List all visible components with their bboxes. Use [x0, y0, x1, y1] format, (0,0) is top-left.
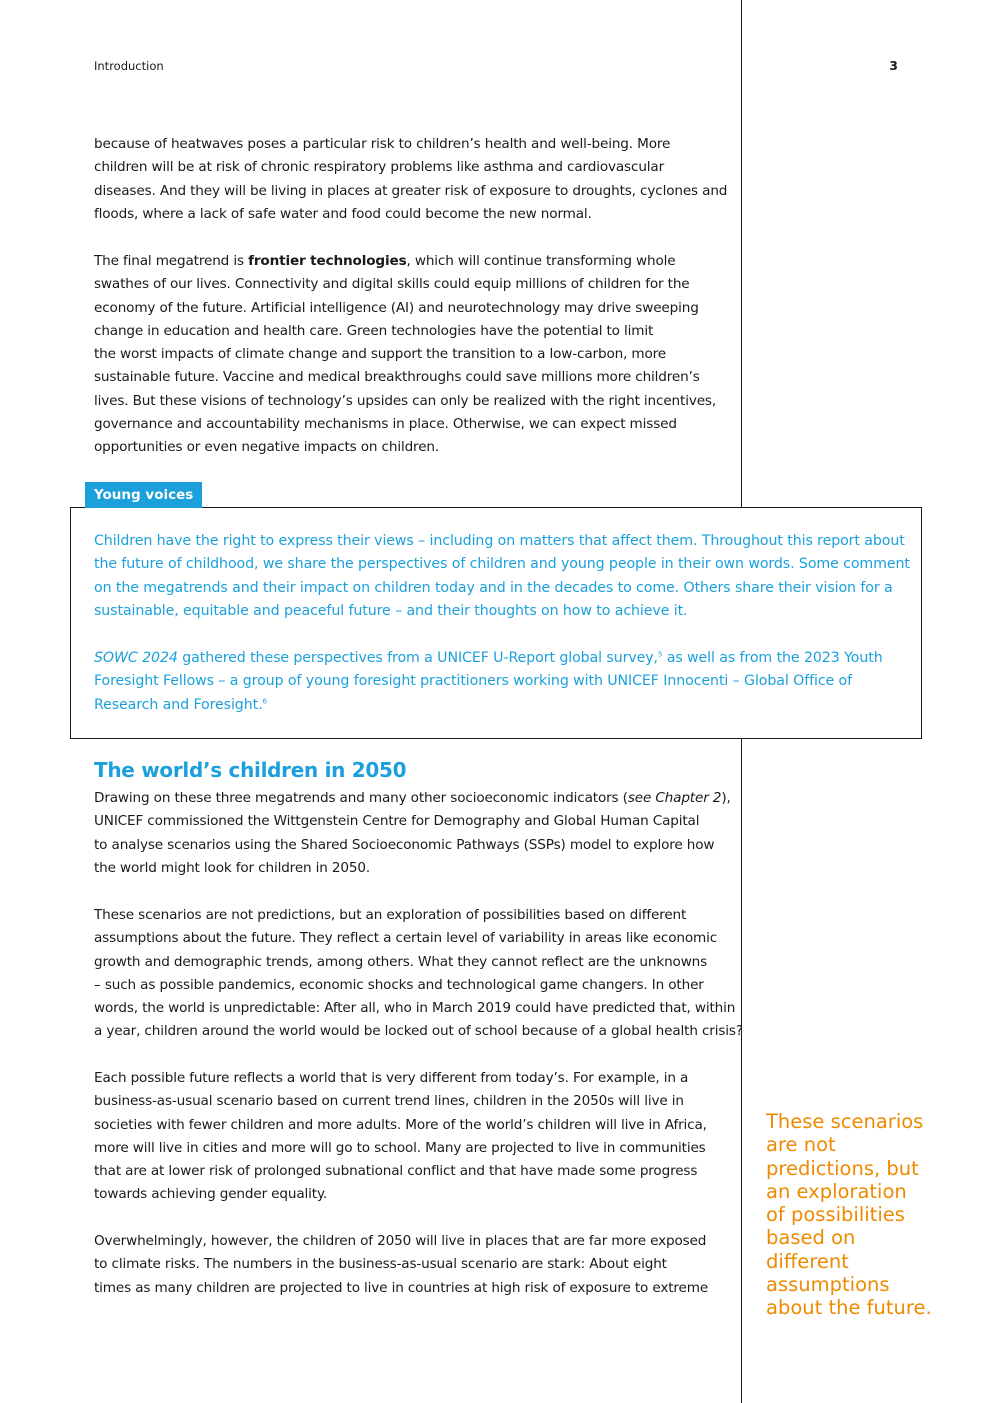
- text-line: to analyse scenarios using the Shared Socioeconomic Pathways (SSPs) model to explore how: [94, 836, 715, 853]
- text-line: These scenarios are not predictions, but an exploration of possibilities based on different: [94, 907, 687, 923]
- pull-quote-line: an exploration: [766, 1179, 907, 1203]
- text-line: [94, 787, 731, 810]
- text-line: because of heatwaves poses a particular risk to children’s health and well-being. More: [94, 136, 671, 152]
- pull-quote-line: These scenarios: [766, 1110, 924, 1133]
- text-line: on the megatrends and their impact on children today and in the decades to come. Others share their vision for a: [94, 579, 893, 596]
- text-line: assumptions about the future. They reflect a certain level of variability in areas like economic: [94, 930, 718, 947]
- text-line: societies with fewer children and more adults. More of the world’s children will live in Africa,: [94, 1116, 707, 1133]
- pull-quote-line: of possibilities: [766, 1203, 905, 1227]
- pull-quote-line: based on different: [766, 1226, 856, 1273]
- text-line: diseases. And they will be living in places at greater risk of exposure to droughts, cyclones and: [94, 182, 728, 199]
- text-line: growth and demographic trends, among others. What they cannot reflect are the unknowns: [94, 953, 708, 970]
- text-line: to climate risks. The numbers in the business-as-usual scenario are stark: About eight: [94, 1256, 667, 1273]
- text-line: Each possible future reflects a world that is very different from today’s. For example, in a: [94, 1070, 689, 1086]
- text-line: economy of the future. Artificial intelligence (AI) and neurotechnology may drive sweeping: [94, 299, 699, 316]
- text-line: – such as possible pandemics, economic shocks and technological game changers. In other: [94, 976, 704, 993]
- chapter-reference: see Chapter 2: [627, 790, 722, 806]
- paragraph-scenarios-intro: [94, 787, 731, 880]
- text-line: sustainable, equitable and peaceful future – and their thoughts on how to achieve it.: [94, 602, 688, 619]
- text-line: opportunities or even negative impacts on children.: [94, 439, 440, 456]
- paragraph-not-predictions: [94, 904, 743, 1044]
- pull-quote-line: are not: [766, 1133, 836, 1157]
- text-line: Children have the right to express their views – including on matters that affect them. Throughout this report about: [94, 533, 905, 549]
- text-run: as well as from the 2023 Youth: [662, 650, 883, 666]
- text-line: that are at lower risk of prolonged subnational conflict and that have made some progress: [94, 1163, 698, 1180]
- text-line: floods, where a lack of safe water and food could become the new normal.: [94, 205, 592, 222]
- text-line: governance and accountability mechanisms in place. Otherwise, we can expect missed: [94, 416, 677, 433]
- text-line: towards achieving gender equality.: [94, 1186, 328, 1203]
- text-line: sustainable future. Vaccine and medical breakthroughs could save millions more children’s: [94, 369, 700, 386]
- footnote-ref[interactable]: 5: [657, 650, 663, 659]
- paragraph-frontier-technologies: [94, 250, 716, 460]
- paragraph-climate-risks: [94, 1230, 708, 1300]
- text-run: Research and Foresight.: [94, 696, 263, 713]
- report-title-italic: SOWC 2024: [94, 650, 178, 666]
- text-run: The final megatrend is: [94, 253, 249, 269]
- text-run: , which will continue transforming whole: [406, 253, 676, 269]
- text-run: Drawing on these three megatrends and many other socioeconomic indicators (: [94, 790, 628, 806]
- text-line: change in education and health care. Green technologies have the potential to limit: [94, 322, 654, 339]
- text-line: Overwhelmingly, however, the children of 2050 will live in places that are far more exposed: [94, 1233, 707, 1249]
- running-header: Introduction: [94, 59, 164, 73]
- text-run: gathered these perspectives from a UNICEF U-Report global survey,: [177, 650, 658, 666]
- text-line: [94, 694, 883, 717]
- text-line: business-as-usual scenario based on current trend lines, children in the 2050s will live in: [94, 1093, 684, 1110]
- text-line: more will live in cities and more will go to school. Many are projected to live in communities: [94, 1139, 706, 1156]
- text-line: a year, children around the world would be locked out of school because of a global health crisis?: [94, 1023, 743, 1040]
- bold-term: frontier technologies: [248, 253, 407, 269]
- text-line: words, the world is unpredictable: After all, who in March 2019 could have predicted that, within: [94, 1000, 736, 1017]
- footnote-ref[interactable]: 6: [262, 696, 267, 705]
- pull-quote: [766, 1110, 938, 1320]
- text-line: the world might look for children in 2050.: [94, 859, 371, 876]
- paragraph-possible-futures: [94, 1067, 707, 1207]
- text-run: ),: [721, 790, 731, 806]
- text-line: times as many children are projected to live in countries at high risk of exposure to extreme: [94, 1279, 709, 1296]
- section-heading: The world’s children in 2050: [94, 758, 407, 782]
- text-line: UNICEF commissioned the Wittgenstein Centre for Demography and Global Human Capital: [94, 813, 700, 830]
- pull-quote-line: predictions, but: [766, 1156, 919, 1180]
- text-line: [94, 647, 883, 670]
- text-line: the future of childhood, we share the perspectives of children and young people in their own words. Some comment: [94, 556, 910, 573]
- pull-quote-line: assumptions: [766, 1273, 890, 1297]
- page-number: 3: [889, 58, 898, 73]
- text-line: Foresight Fellows – a group of young foresight practitioners working with UNICEF Innocenti – Global Office of: [94, 673, 853, 690]
- text-line: the worst impacts of climate change and support the transition to a low-carbon, more: [94, 346, 667, 363]
- paragraph-heat-risk: [94, 133, 727, 226]
- text-line: lives. But these visions of technology’s upsides can only be realized with the right incentives,: [94, 392, 717, 409]
- text-line: swathes of our lives. Connectivity and digital skills could equip millions of children for the: [94, 276, 690, 293]
- young-voices-paragraph-2: [94, 647, 883, 717]
- text-line: [94, 250, 716, 273]
- text-line: children will be at risk of chronic respiratory problems like asthma and cardiovascular: [94, 159, 665, 176]
- young-voices-paragraph-1: [94, 530, 910, 623]
- young-voices-label: Young voices: [85, 482, 202, 508]
- pull-quote-line: about the future.: [766, 1296, 932, 1320]
